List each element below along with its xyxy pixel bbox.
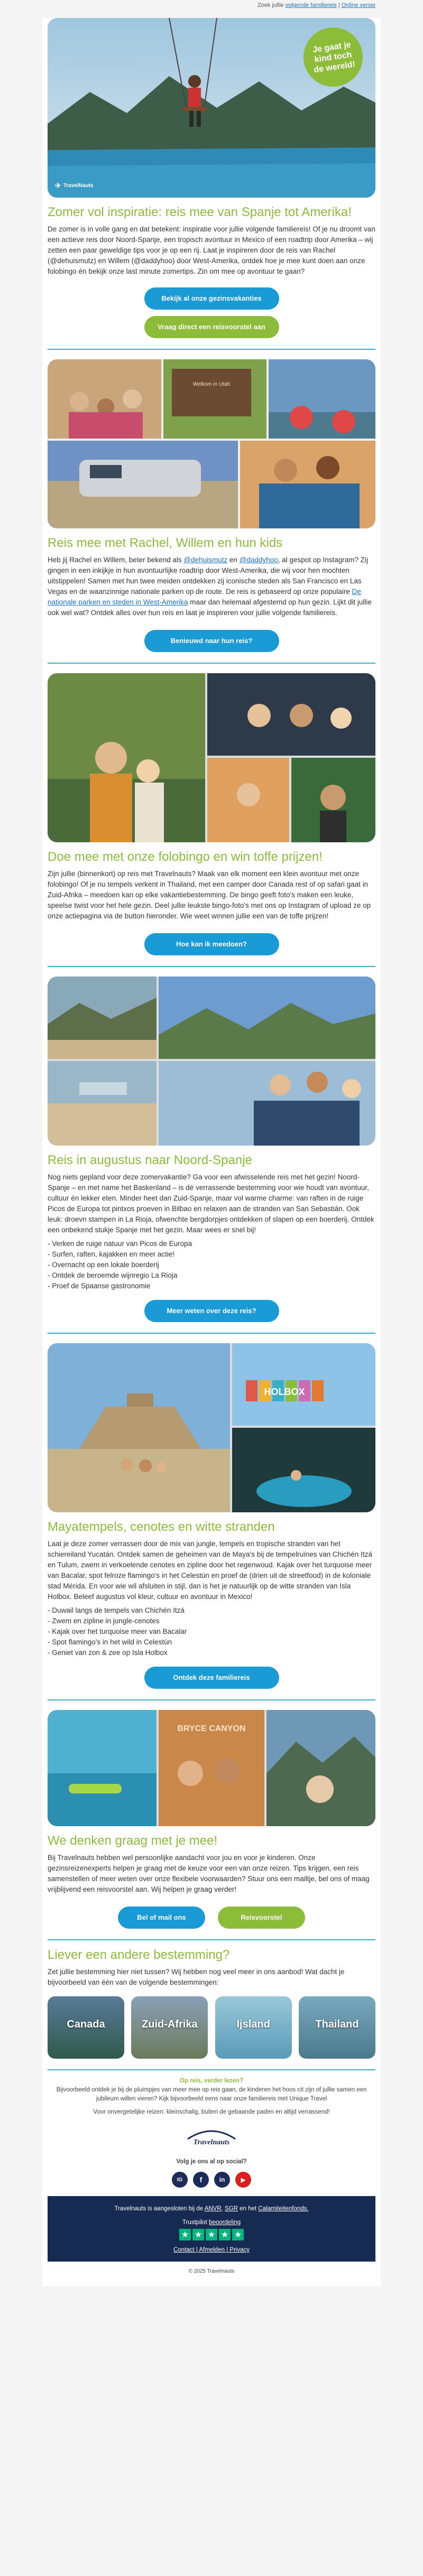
section4-title: Reis in augustus naar Noord-Spanje (48, 1153, 252, 1167)
section5-title: Mayatempels, cenotes en witte stranden (48, 1520, 275, 1534)
north-spain-photos (48, 977, 375, 1146)
list-item: - Duwail langs de tempels van Chichén Itzá (48, 1606, 185, 1614)
view-family-trips-button[interactable]: Bekijk al onze gezinsvakanties (144, 287, 279, 310)
destination-south-africa[interactable]: Zuid-Afrika (131, 1996, 208, 2059)
destination-grid (48, 1996, 375, 2059)
sgr-link[interactable]: SGR (225, 2206, 238, 2212)
their-trip-button[interactable]: Benieuwd naar hun reis? (144, 630, 279, 652)
travelnauts-logo-icon (182, 2123, 241, 2147)
footer-question: Op reis, verder lezen? (179, 2078, 244, 2084)
hero-seal: Je gaat je kind toch de wereld! (300, 24, 366, 90)
mexico-photos (48, 1343, 375, 1512)
youtube-icon[interactable]: ▶ (235, 2172, 251, 2188)
star-icon: ★ (206, 2229, 217, 2240)
list-item: - Kajak over het turquoise meer van Bacalar (48, 1628, 187, 1635)
section3-body: Zijn jullie (binnenkort) op reis met Travelnauts? Maak van elk moment een klein avontuur met onze folobingo! Of je nu tempels verkent in Thailand, met een camper door Canada rest of op safari gaat in Zuid-Afrika – meedoen kan op elke vakantiebestemming. De bingo geeft foto's maken een leuke, speelse twist voor het hele gezin. Deel jullie leukste bingo-foto's met ons op Instagram of upload ze op onze actiepagina via de button hieronder. Wie weet winnen jullie een van de toffe prijzen! (48, 870, 371, 920)
topbar-online-link[interactable]: Online versie (341, 2, 375, 8)
contact-photo-collage[interactable] (48, 1710, 375, 1826)
north-spain-photo-collage[interactable] (48, 977, 375, 1146)
section3-title: Doe mee met onze folobingo en win toffe prijzen! (48, 850, 323, 864)
star-icon: ★ (192, 2229, 204, 2240)
dehuismutz-link[interactable]: @dehuismutz (183, 556, 228, 564)
svg-text:Travelnauts: Travelnauts (193, 2138, 230, 2146)
destination-canada[interactable]: Canada (48, 1996, 124, 2059)
folobingo-photos (48, 673, 375, 842)
topbar-prefix: Zoek jullie (258, 2, 286, 8)
section5-highlights (48, 1605, 375, 1658)
north-spain-info-button[interactable]: Meer weten over deze reis? (144, 1300, 279, 1322)
section4-highlights (48, 1239, 375, 1291)
topbar (0, 0, 423, 15)
trustpilot-line[interactable]: Trustpilot beoordeling (182, 2219, 241, 2226)
footer-logo[interactable] (48, 2123, 375, 2150)
list-item: - Surfen, raften, kajakken en meer actie! (48, 1250, 175, 1258)
collage-photos (48, 359, 375, 528)
request-proposal-button[interactable]: Vraag direct een reisvoorstel aan (144, 316, 279, 338)
contact-buttons (48, 1907, 375, 1929)
list-item: - Overnacht op een lokale boerderij (48, 1261, 159, 1269)
section4-body: Nog niets gepland voor deze zomervakantie? Ga voor een afwisselende reis met het gezin! Noord-Spanje – en met name het Baskenland – is dé verrassende bestemming voor wie houdt van avontuur, cultuur én lekker eten. Minder heet dan Zuid-Spanje, maar vol warme charme: van raften in de ruige Picos de Europa tot pintxos proeven in Bilbao en relaxen aan de stranden van San Sebastián. Ook leuk: droevn stampen in La Rioja, ofwenchte bergdorpjes ontdekken of slapen op een boerderij. Ontdek een onbekend stukje Spanje met het gezin. Maar wees er snel bij! (48, 1173, 374, 1234)
footer-tagline: Voor onvergetelijke reizen: kleinschalig, buiten de gebaande paden en altijd verrassend! (93, 2109, 330, 2115)
review-link[interactable]: beoordeling (208, 2219, 241, 2226)
travel-proposal-button[interactable]: Reisvoorstel (218, 1907, 305, 1929)
section1-body: De zomer is in volle gang en dat betekent: inspiratie voor jullie volgende familiereis! Of je nu droomt van een actieve reis door Noord-Spanje, een tropisch avontuur in Mexico of een roadtrip door Amerika – wij zetten een paar geweldige tips voor je op een rij. Laat je inspireren door de reis van Rachel (@dehuismutz) en Willem (@daddyhoo) door West-Amerika, ontdek hoe je mee kunt doen aan onze folobingo én bekijk onze last minute zomertips. Zin om mee op avontuur te gaan? (48, 225, 375, 275)
travelnauts-logo[interactable]: ✈ TravelNauts (55, 181, 94, 190)
anvr-link[interactable]: ANVR (204, 2206, 222, 2212)
participate-button[interactable]: Hoe kan ik meedoen? (144, 933, 279, 955)
newsletter-card (42, 18, 381, 2286)
section2-body: Heb jij Rachel en Willem, beter bekend als @dehuismutz en @daddyhoo, al gespot op Instagram? Zij gingen in een inkijkje in hun avontuurlijke roadtrip door West-Amerika, die wij voor hen mochten uitstippelen! Samen met hun twee meiden ontdekken zij iconische steden als San Francisco en Las Vegas en de waanzinnige nationale parken op de route. De reis is gebaseerd op onze populaire De nationale parken en steden in West-Amerika maar dan helemaal afgestemd op hun gezin. Lijkt dit jullie ook wel wat? Ontdek alles over hun reis en laat je inspireren voor jullie volgende familiereis. (48, 556, 372, 617)
section7-body: Zet jullie bestemming hier niet tussen? Wij hebben nog veel meer in ons aanbod! Wat dacht je bijvoorbeeld van één van de volgende bestemmingen: (48, 1968, 345, 1986)
social-icons (48, 2172, 375, 2188)
membership-line: Travelnauts is aangesloten bij de ANVR, SGR en het Calamiteitenfonds. (114, 2206, 309, 2212)
section6-body: Bij Travelnauts hebben wel persoonlijke aandacht voor jou en voor je kinderen. Onze gezinsreizenexperts helpen je graag met de keuze voor een van onze reizen. Tips krijgen, een reis samenstellen of meer weten over onze flexibele voorwaarden? Stuur ons een mailtje, bel ons of maag vrijblijvend een reisvoorstel aan. Wij helpen je graag verder! (48, 1854, 370, 1893)
list-item: - Zwem en zipline in jungle-cenotes (48, 1617, 160, 1625)
footer-text: Bijvoorbeeld ontdek je bij de pluimpjes van meer mee op reis gaan, de kinderen het hoos cit zijn of jullie samen een jubileum willen vieren? Kijk bijvoorbeeld eens naar onze familiereis met Unique Travel (56, 2087, 367, 2102)
divider (48, 1939, 375, 1940)
destination-iceland[interactable]: Ijsland (215, 1996, 292, 2059)
daddyhoo-link[interactable]: @daddyhoo (239, 556, 278, 564)
footer-links[interactable]: Contact | Afmelden | Privacy (173, 2247, 250, 2253)
copyright: © 2025 Travelnauts (188, 2268, 235, 2274)
hero-image[interactable] (48, 18, 375, 198)
social-question: Volg je ons al op social? (176, 2159, 247, 2165)
linkedin-icon[interactable]: in (214, 2172, 230, 2188)
mexico-photo-collage[interactable] (48, 1343, 375, 1512)
footer-navy-panel (48, 2196, 375, 2262)
svg-text:Welkom in Utah: Welkom in Utah (192, 382, 231, 387)
calamiteitenfonds-link[interactable]: Calamiteitenfonds. (258, 2206, 309, 2212)
list-item: - Ontdek de beroemde wijnregio La Rioja (48, 1271, 178, 1279)
bryce-canyon-sign: BRYCE CANYON (177, 1724, 246, 1733)
contact-photos (48, 1710, 375, 1826)
section2-title: Reis mee met Rachel, Willem en hun kids (48, 536, 283, 550)
destination-thailand[interactable]: Thailand (299, 1996, 375, 2059)
star-icon: ★ (179, 2229, 191, 2240)
section6-title: We denken graag met je mee! (48, 1834, 218, 1848)
star-icon: ★ (219, 2229, 231, 2240)
topbar-separator: | (336, 2, 342, 8)
facebook-icon[interactable]: f (193, 2172, 209, 2188)
west-america-trip-link[interactable]: De nationale parken en steden in West-Amerika (48, 588, 361, 606)
rachel-willem-photo-collage[interactable] (48, 359, 375, 528)
discover-family-trip-button[interactable]: Ontdek deze familiereis (144, 1667, 279, 1689)
call-mail-button[interactable]: Bel of mail ons (118, 1907, 205, 1929)
list-item: - Geniet van zon & zee op Isla Holbox (48, 1649, 168, 1657)
star-icon: ★ (232, 2229, 244, 2240)
instagram-icon[interactable]: IG (172, 2172, 188, 2188)
section1-title: Zomer vol inspiratie: reis mee van Spanje tot Amerika! (48, 205, 352, 219)
list-item: - Spot flamingo's in het wild in Celestún (48, 1638, 172, 1646)
folobingo-photo-collage[interactable] (48, 673, 375, 842)
topbar-familiereis-link[interactable]: volgende familiereis (285, 2, 337, 8)
section7-title: Liever een andere bestemming? (48, 1948, 230, 1962)
section5-body: Laat je deze zomer verrassen door de mix van jungle, tempels en tropische stranden van het schiereiland Yucatán. Ontdek samen de geheimen van de Maya's bij de tempelruïnes van Chichén Itzá en Tulum, zwem in verkoelende cenotes en zipline door het regenwoud. Kajak over het turquoise meer van Bacalar, spot felroze flamingo's in het Celestún en proef de (drien uit de streetfood) in de koloniale stad Mérida. En voor wie wil afsluiten in stijl, dan is het je natuurlijk op de witte stranden van Isla Holbox. Beleef augustus vol kleur, cultuur en avontuur in Mexico! (48, 1540, 372, 1601)
list-item: - Verken de ruige natuur van Picos de Europa (48, 1240, 192, 1248)
holbox-sign: HOLBOX (264, 1387, 305, 1397)
list-item: - Proef de Spaanse gastronomie (48, 1282, 151, 1290)
trustpilot-stars (48, 2229, 375, 2240)
